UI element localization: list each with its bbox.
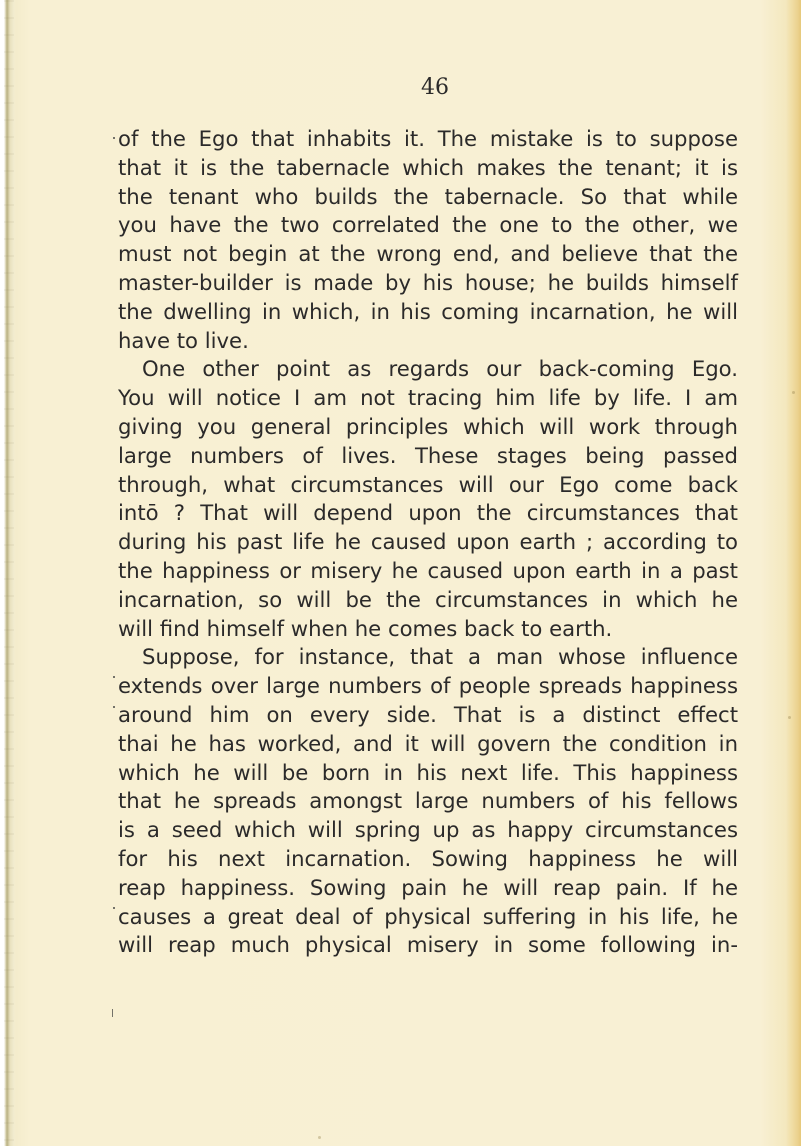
text-line-26: for his next incarnation. Sowing happiness he will [118,845,738,871]
paper-speck [318,1136,321,1139]
text-line-18: will find himself when he comes back to earth. [118,615,613,641]
margin-mark [112,1009,113,1017]
text-line-24: that he spreads amongst large numbers of his fellows [118,788,738,814]
text-line-13: through, what circumstances will our Ego come back [118,471,738,497]
paper-speck [792,391,795,394]
text-line-27: reap happiness. Sowing pain he will reap pain. If he [118,874,738,900]
text-line-2: that it is the tabernacle which makes the tenant; it is [118,154,738,180]
page-body-text [118,125,738,960]
text-line-28: causes a great deal of physical suffering in his life, he [118,903,738,929]
text-line-7: the dwelling in which, in his coming incarnation, he will [118,298,738,324]
margin-mark [113,137,115,139]
text-line-22: thai he has worked, and it will govern the condition in [118,730,738,756]
text-line-14: intō ? That will depend upon the circumstances that [118,500,738,526]
text-line-1: of the Ego that inhabits it. The mistake is to suppose [118,126,738,151]
text-line-12: large numbers of lives. These stages being passed [118,442,738,468]
text-line-5: must not begin at the wrong end, and believe that the [118,241,738,267]
text-line-9: One other point as regards our back-coming Ego. [142,356,738,382]
text-line-8: have to live. [118,327,249,353]
page-number: 46 [421,75,449,100]
text-line-10: You will notice I am not tracing him life by life. I am [118,385,738,411]
text-line-29: will reap much physical misery in some following in- [118,932,738,958]
page-edge [786,0,801,1146]
text-line-6: master-builder is made by his house; he builds himself [118,269,738,295]
text-line-15: during his past life he caused upon earth ; according to [118,529,738,555]
text-line-4: you have the two correlated the one to the other, we [118,212,738,238]
margin-mark [113,907,115,909]
paper-speck [788,716,791,719]
margin-mark [113,676,115,678]
text-line-21: around him on every side. That is a distinct effect [118,701,738,727]
text-line-17: incarnation, so will be the circumstances in which he [118,586,738,612]
text-line-11: giving you general principles which will work through [118,413,738,439]
text-line-20: extends over large numbers of people spreads happiness [118,673,738,699]
margin-mark [113,706,115,708]
text-line-23: which he will be born in his next life. This happiness [118,759,738,785]
text-line-16: the happiness or misery he caused upon earth in a past [118,557,738,583]
text-line-25: is a seed which will spring up as happy circumstances [118,817,738,843]
text-line-3: the tenant who builds the tabernacle. So that while [118,183,738,209]
text-line-19: Suppose, for instance, that a man whose influence [142,644,738,670]
page-binding-lines [4,0,14,1146]
